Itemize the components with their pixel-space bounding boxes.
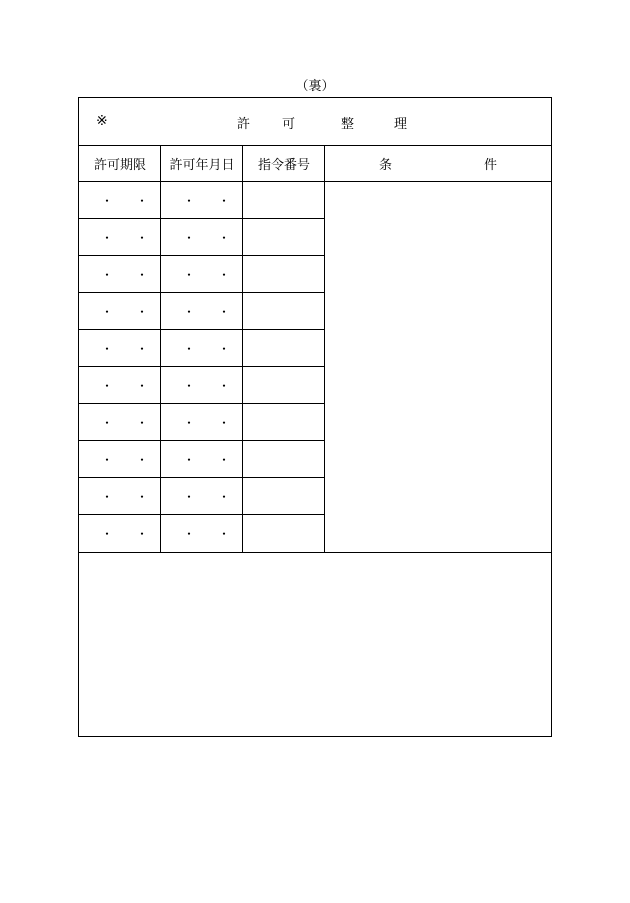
period-cell — [79, 404, 161, 441]
column-header-date: 許可年月日 — [161, 145, 243, 182]
date-separator: ・ — [218, 527, 231, 541]
number-cell — [243, 404, 325, 441]
period-cell — [79, 515, 161, 552]
date-cell — [161, 219, 243, 256]
date-separator: ・ — [183, 342, 196, 356]
date-separator: ・ — [183, 453, 196, 467]
date-separator: ・ — [183, 194, 196, 208]
date-separator: ・ — [101, 268, 114, 282]
date-separator: ・ — [136, 490, 149, 504]
number-cell — [243, 441, 325, 478]
period-cell — [79, 367, 161, 404]
date-cell — [161, 404, 243, 441]
condition-char: 件 — [484, 157, 498, 173]
table-row — [79, 293, 325, 330]
date-cell — [161, 182, 243, 219]
date-separator: ・ — [183, 527, 196, 541]
period-cell — [79, 478, 161, 515]
date-separator: ・ — [101, 342, 114, 356]
permit-register-form — [78, 97, 552, 737]
date-separator: ・ — [136, 527, 149, 541]
period-cell — [79, 219, 161, 256]
reference-mark: ※ — [96, 113, 108, 129]
date-separator: ・ — [101, 231, 114, 245]
date-separator: ・ — [218, 453, 231, 467]
table-row — [79, 478, 325, 515]
title-char: 整 — [341, 117, 355, 132]
table-row — [79, 404, 325, 441]
table-row — [79, 256, 325, 293]
date-separator: ・ — [136, 342, 149, 356]
date-separator: ・ — [101, 194, 114, 208]
date-cell — [161, 478, 243, 515]
date-cell — [161, 293, 243, 330]
page-caption: （裏） — [295, 79, 335, 94]
date-separator: ・ — [218, 342, 231, 356]
date-separator: ・ — [218, 231, 231, 245]
date-separator: ・ — [183, 268, 196, 282]
period-cell — [79, 330, 161, 367]
remarks-area — [79, 553, 551, 736]
title-row — [79, 98, 551, 146]
date-separator: ・ — [218, 305, 231, 319]
title-char: 可 — [282, 117, 296, 132]
date-separator: ・ — [218, 416, 231, 430]
number-cell — [243, 219, 325, 256]
number-cell — [243, 515, 325, 552]
title-char: 許 — [237, 117, 251, 132]
date-separator: ・ — [183, 231, 196, 245]
period-cell — [79, 182, 161, 219]
date-separator: ・ — [136, 453, 149, 467]
date-separator: ・ — [101, 416, 114, 430]
date-separator: ・ — [218, 379, 231, 393]
period-cell — [79, 441, 161, 478]
column-header-number: 指令番号 — [243, 145, 325, 182]
date-separator: ・ — [218, 490, 231, 504]
number-cell — [243, 330, 325, 367]
number-cell — [243, 293, 325, 330]
date-cell — [161, 367, 243, 404]
table-row — [79, 441, 325, 478]
date-separator: ・ — [136, 268, 149, 282]
date-separator: ・ — [136, 416, 149, 430]
number-cell — [243, 367, 325, 404]
form-title — [237, 113, 439, 132]
date-separator: ・ — [136, 379, 149, 393]
period-cell — [79, 293, 161, 330]
table-row — [79, 367, 325, 404]
date-separator: ・ — [136, 305, 149, 319]
date-separator: ・ — [218, 194, 231, 208]
number-cell — [243, 182, 325, 219]
date-separator: ・ — [183, 416, 196, 430]
column-header-conditions — [325, 145, 551, 182]
period-cell — [79, 256, 161, 293]
table-row — [79, 219, 325, 256]
date-separator: ・ — [101, 305, 114, 319]
date-cell — [161, 256, 243, 293]
number-cell — [243, 256, 325, 293]
table-row — [79, 182, 325, 219]
date-separator: ・ — [183, 305, 196, 319]
table-row — [79, 330, 325, 367]
column-header-period: 許可期限 — [79, 145, 161, 182]
date-cell — [161, 441, 243, 478]
number-cell — [243, 478, 325, 515]
date-separator: ・ — [183, 490, 196, 504]
date-separator: ・ — [101, 453, 114, 467]
date-separator: ・ — [101, 379, 114, 393]
date-separator: ・ — [136, 231, 149, 245]
title-char: 理 — [394, 117, 408, 132]
date-separator: ・ — [101, 527, 114, 541]
date-separator: ・ — [101, 490, 114, 504]
date-cell — [161, 515, 243, 552]
date-separator: ・ — [218, 268, 231, 282]
table-row — [79, 515, 325, 552]
date-separator: ・ — [136, 194, 149, 208]
date-cell — [161, 330, 243, 367]
date-separator: ・ — [183, 379, 196, 393]
condition-char: 条 — [378, 157, 392, 173]
